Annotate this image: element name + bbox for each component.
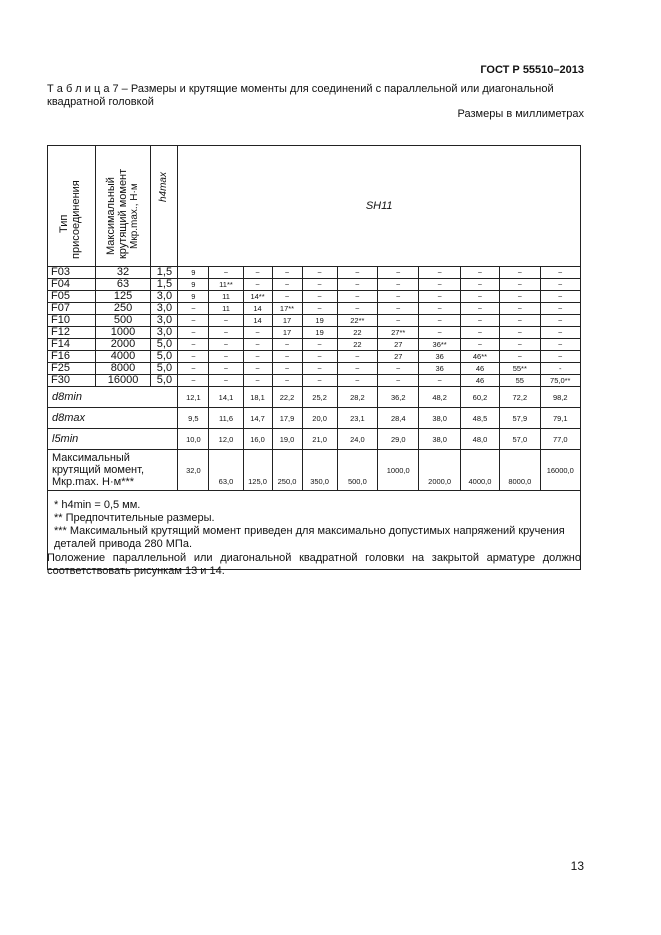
table-cell: ~ <box>540 267 581 279</box>
d8min-label: d8min <box>48 387 178 408</box>
table-cell: ~ <box>272 279 302 291</box>
table-cell: 11** <box>209 279 243 291</box>
table-cell: ~ <box>378 363 419 375</box>
table-cell: ~ <box>337 375 377 387</box>
table-cell: ~ <box>419 291 460 303</box>
d8min-cell: 12,1 <box>178 387 209 408</box>
table-cell: ~ <box>243 351 272 363</box>
table-cell: ~ <box>540 315 581 327</box>
table-cell: ~ <box>419 327 460 339</box>
l5min-cell: 19,0 <box>272 429 302 450</box>
table-cell: ~ <box>500 303 540 315</box>
table-cell: 75,0** <box>540 375 581 387</box>
table-row <box>48 351 581 363</box>
table-cell: 4000 <box>95 351 151 363</box>
table-cell: F05 <box>48 291 96 303</box>
table-cell: 27 <box>378 339 419 351</box>
torque-row-label: Максимальный крутящий момент, Мкр.max. Н·м*** <box>48 450 178 491</box>
table-cell: 36 <box>419 351 460 363</box>
table-cell: ~ <box>460 303 499 315</box>
l5min-cell: 29,0 <box>378 429 419 450</box>
table-cell: ~ <box>500 315 540 327</box>
l5min-cell: 57,0 <box>500 429 540 450</box>
table-cell: ~ <box>272 351 302 363</box>
table-cell: 46 <box>460 363 499 375</box>
table-cell: ~ <box>209 315 243 327</box>
table-cell: ~ <box>178 375 209 387</box>
table-cell: 9 <box>178 279 209 291</box>
table-cell: ~ <box>302 267 337 279</box>
table-cell: ~ <box>337 291 377 303</box>
table-cell: 8000 <box>95 363 151 375</box>
table-row <box>48 267 581 279</box>
table-cell: F03 <box>48 267 96 279</box>
note-1: * h4min = 0,5 мм. <box>54 499 141 511</box>
table-cell: 9 <box>178 267 209 279</box>
torque-row <box>48 450 581 491</box>
table-cell: 1,5 <box>151 279 178 291</box>
table-cell: - <box>540 363 581 375</box>
torque-cell: 250,0 <box>272 450 302 491</box>
table-cell: ~ <box>209 351 243 363</box>
table-cell: 5,0 <box>151 351 178 363</box>
l5min-cell: 24,0 <box>337 429 377 450</box>
l5min-cell: 12,0 <box>209 429 243 450</box>
units-note: Размеры в миллиметрах <box>457 108 584 120</box>
table-cell: ~ <box>460 291 499 303</box>
d8min-cell: 25,2 <box>302 387 337 408</box>
table-cell: ~ <box>337 351 377 363</box>
table-cell: ~ <box>337 363 377 375</box>
d8min-cell: 98,2 <box>540 387 581 408</box>
table-cell: ~ <box>337 267 377 279</box>
table-cell: 22** <box>337 315 377 327</box>
l5min-cell: 38,0 <box>419 429 460 450</box>
d8max-cell: 28,4 <box>378 408 419 429</box>
table-cell: F25 <box>48 363 96 375</box>
table-cell: ~ <box>243 363 272 375</box>
table-cell: ~ <box>302 351 337 363</box>
table-cell: F10 <box>48 315 96 327</box>
table-cell: 22 <box>337 339 377 351</box>
table-cell: 19 <box>302 315 337 327</box>
table-cell: ~ <box>272 363 302 375</box>
table-cell: 5,0 <box>151 375 178 387</box>
l5min-label: l5min <box>48 429 178 450</box>
table-cell: 36 <box>419 363 460 375</box>
d8min-cell: 72,2 <box>500 387 540 408</box>
table-cell: ~ <box>500 339 540 351</box>
table-row <box>48 279 581 291</box>
note-3: *** Максимальный крутящий момент приведен для максимально допустимых напряжений кручения деталей привода 280 МПа. <box>54 525 565 550</box>
table-cell: ~ <box>178 351 209 363</box>
d8min-cell: 48,2 <box>419 387 460 408</box>
type-header: Тип присоединения <box>48 146 96 267</box>
table-cell: 250 <box>95 303 151 315</box>
page-number: 13 <box>570 859 584 873</box>
note-2: ** Предпочтительные размеры. <box>54 512 215 524</box>
h4max-header: h4max <box>151 146 178 267</box>
torque-cell: 500,0 <box>337 450 377 491</box>
document-code: ГОСТ Р 55510–2013 <box>480 64 584 76</box>
table-cell: 36** <box>419 339 460 351</box>
table-cell: F30 <box>48 375 96 387</box>
table-row <box>48 315 581 327</box>
l5min-cell: 48,0 <box>460 429 499 450</box>
table-cell: ~ <box>378 303 419 315</box>
table-cell: 22 <box>337 327 377 339</box>
table-cell: 32 <box>95 267 151 279</box>
table-cell: ~ <box>540 303 581 315</box>
table-cell: ~ <box>243 339 272 351</box>
table-cell: ~ <box>178 303 209 315</box>
table-cell: 2000 <box>95 339 151 351</box>
l5min-cell: 10,0 <box>178 429 209 450</box>
table-cell: ~ <box>500 351 540 363</box>
table-cell: ~ <box>500 267 540 279</box>
table-row <box>48 303 581 315</box>
table-cell: ~ <box>419 303 460 315</box>
table-cell: ~ <box>419 315 460 327</box>
l5min-cell: 21,0 <box>302 429 337 450</box>
table-cell: ~ <box>460 279 499 291</box>
table-cell: ~ <box>540 279 581 291</box>
table-cell: ~ <box>378 291 419 303</box>
table-cell: 14** <box>243 291 272 303</box>
table-row <box>48 375 581 387</box>
d8min-cell: 14,1 <box>209 387 243 408</box>
table-cell: ~ <box>460 315 499 327</box>
table-caption: Т а б л и ц а 7 – Размеры и крутящие моменты для соединений с параллельной или диагональной квадратной головкой <box>47 83 554 108</box>
table-cell: ~ <box>209 339 243 351</box>
table-cell: ~ <box>500 327 540 339</box>
table-cell: 500 <box>95 315 151 327</box>
table-cell: 3,0 <box>151 303 178 315</box>
table-cell: ~ <box>378 279 419 291</box>
d8min-cell: 36,2 <box>378 387 419 408</box>
table-cell: 5,0 <box>151 363 178 375</box>
table-row <box>48 291 581 303</box>
table-cell: ~ <box>378 375 419 387</box>
table-cell: 14 <box>243 303 272 315</box>
table-cell: 17** <box>272 303 302 315</box>
table-cell: F16 <box>48 351 96 363</box>
table-cell: ~ <box>540 291 581 303</box>
d8min-cell: 22,2 <box>272 387 302 408</box>
table-cell: ~ <box>378 267 419 279</box>
table-cell: ~ <box>419 375 460 387</box>
table-row <box>48 327 581 339</box>
d8max-cell: 48,5 <box>460 408 499 429</box>
table-row <box>48 339 581 351</box>
table-cell: 3,0 <box>151 315 178 327</box>
table-cell: ~ <box>302 375 337 387</box>
table-cell: ~ <box>243 279 272 291</box>
table-cell: 46 <box>460 375 499 387</box>
table-cell: 17 <box>272 327 302 339</box>
d8max-cell: 17,9 <box>272 408 302 429</box>
table-cell: ~ <box>460 267 499 279</box>
table-cell: 46** <box>460 351 499 363</box>
table-cell: 14 <box>243 315 272 327</box>
d8max-cell: 38,0 <box>419 408 460 429</box>
table-cell: ~ <box>302 363 337 375</box>
table-cell: ~ <box>243 375 272 387</box>
table-cell: 27 <box>378 351 419 363</box>
table-cell: ~ <box>243 267 272 279</box>
table-cell: 3,0 <box>151 291 178 303</box>
d8max-cell: 23,1 <box>337 408 377 429</box>
table-cell: 55 <box>500 375 540 387</box>
d8max-cell: 20,0 <box>302 408 337 429</box>
torque-cell: 4000,0 <box>460 450 499 491</box>
table-cell: ~ <box>337 279 377 291</box>
torque-cell: 16000,0 <box>540 450 581 491</box>
table-cell: 11 <box>209 291 243 303</box>
d8max-cell: 11,6 <box>209 408 243 429</box>
d8max-cell: 79,1 <box>540 408 581 429</box>
table-cell: 11 <box>209 303 243 315</box>
torque-cell: 125,0 <box>243 450 272 491</box>
table-cell: ~ <box>378 315 419 327</box>
table-cell: ~ <box>178 315 209 327</box>
table-cell: ~ <box>302 339 337 351</box>
d8max-cell: 57,9 <box>500 408 540 429</box>
table-cell: F12 <box>48 327 96 339</box>
body-paragraph: Положение параллельной или диагональной квадратной головки на закрытой арматуре должно соответствовать рисункам 13 и 14. <box>47 552 581 577</box>
sh11-header: SH11 <box>178 146 581 267</box>
table-cell: 16000 <box>95 375 151 387</box>
torque-cell: 32,0 <box>178 450 209 491</box>
table-cell: 9 <box>178 291 209 303</box>
table-cell: 3,0 <box>151 327 178 339</box>
table-cell: ~ <box>302 291 337 303</box>
table-cell: ~ <box>209 267 243 279</box>
table-cell: ~ <box>302 279 337 291</box>
table-cell: ~ <box>540 339 581 351</box>
dimensions-table <box>47 145 581 570</box>
table-cell: 1,5 <box>151 267 178 279</box>
table-cell: 125 <box>95 291 151 303</box>
table-cell: ~ <box>500 279 540 291</box>
d8min-cell: 28,2 <box>337 387 377 408</box>
d8min-cell: 18,1 <box>243 387 272 408</box>
table-cell: ~ <box>209 375 243 387</box>
torque-cell: 1000,0 <box>378 450 419 491</box>
table-cell: 55** <box>500 363 540 375</box>
table-cell: 1000 <box>95 327 151 339</box>
table-cell: ~ <box>209 327 243 339</box>
table-cell: F07 <box>48 303 96 315</box>
l5min-cell: 77,0 <box>540 429 581 450</box>
table-cell: ~ <box>178 363 209 375</box>
table-cell: ~ <box>419 279 460 291</box>
torque-header: Максимальный крутящий момент Мкр.max., Н·м <box>95 146 151 267</box>
table-cell: ~ <box>460 339 499 351</box>
d8max-cell: 9,5 <box>178 408 209 429</box>
header-row <box>48 146 581 267</box>
table-cell: ~ <box>178 327 209 339</box>
d8max-cell: 14,7 <box>243 408 272 429</box>
table-cell: ~ <box>272 267 302 279</box>
table-cell: 63 <box>95 279 151 291</box>
table-cell: 17 <box>272 315 302 327</box>
torque-cell: 2000,0 <box>419 450 460 491</box>
l5min-row <box>48 429 581 450</box>
table-cell: F14 <box>48 339 96 351</box>
table-cell: F04 <box>48 279 96 291</box>
torque-cell: 63,0 <box>209 450 243 491</box>
l5min-cell: 16,0 <box>243 429 272 450</box>
table-cell: 5,0 <box>151 339 178 351</box>
torque-cell: 8000,0 <box>500 450 540 491</box>
table-cell: ~ <box>460 327 499 339</box>
table-cell: ~ <box>500 291 540 303</box>
table-cell: ~ <box>540 327 581 339</box>
table-cell: ~ <box>540 351 581 363</box>
table-cell: 19 <box>302 327 337 339</box>
table-cell: ~ <box>272 375 302 387</box>
table-cell: ~ <box>302 303 337 315</box>
d8min-row <box>48 387 581 408</box>
table-cell: ~ <box>272 291 302 303</box>
table-cell: ~ <box>337 303 377 315</box>
table-cell: ~ <box>419 267 460 279</box>
table-cell: 27** <box>378 327 419 339</box>
table-cell: ~ <box>209 363 243 375</box>
table-cell: ~ <box>243 327 272 339</box>
table-cell: ~ <box>272 339 302 351</box>
table-row <box>48 363 581 375</box>
table-cell: ~ <box>178 339 209 351</box>
d8max-row <box>48 408 581 429</box>
d8min-cell: 60,2 <box>460 387 499 408</box>
d8max-label: d8max <box>48 408 178 429</box>
torque-cell: 350,0 <box>302 450 337 491</box>
